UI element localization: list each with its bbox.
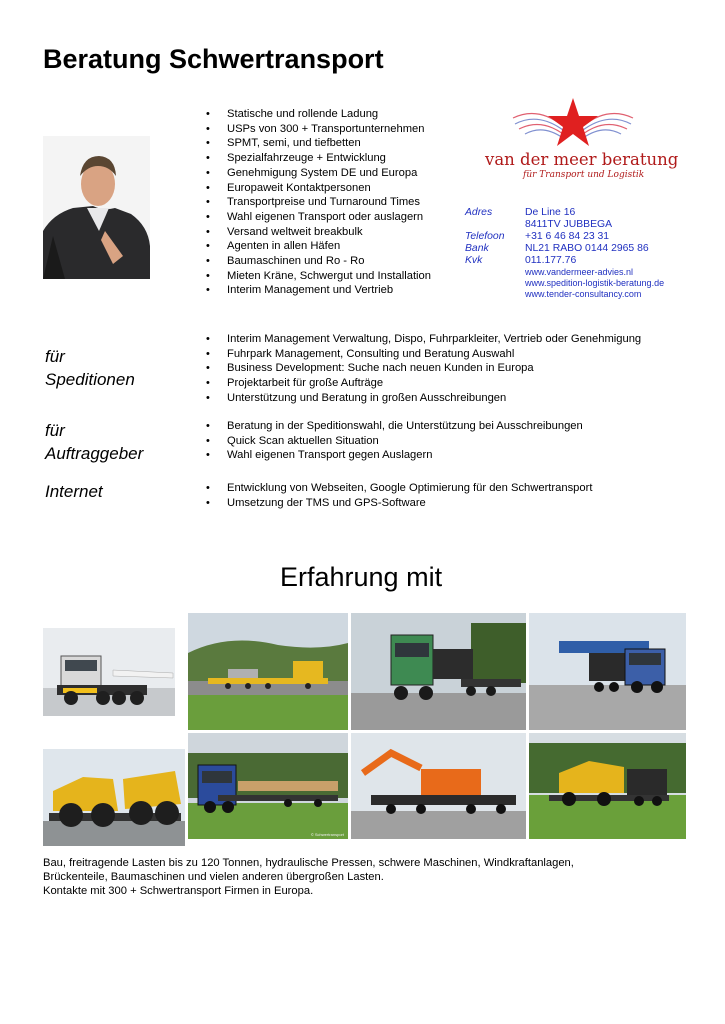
list-item: • Genehmigung System DE und Europa (206, 166, 431, 181)
services-list (206, 107, 431, 298)
list-item: • Versand weltweit breakbulk (206, 225, 431, 240)
photo-caption: © Schwertransport (310, 832, 344, 837)
truck-photo (188, 733, 348, 839)
truck-photo (351, 733, 526, 839)
list-item: • Entwicklung von Webseiten, Google Optimierung für den Schwertransport (206, 481, 592, 496)
truck-photo (43, 628, 175, 716)
internet-list (206, 481, 592, 510)
page-title: Beratung Schwertransport (43, 44, 384, 74)
contact-label: Bank (465, 243, 489, 254)
list-item: • Beratung in der Speditionswahl, die Unterstützung bei Ausschreibungen (206, 419, 583, 434)
list-item: • Baumaschinen und Ro - Ro (206, 254, 431, 269)
contact-address-line2: 8411TV JUBBEGA (525, 219, 613, 230)
list-item: • Transportpreise und Turnaround Times (206, 195, 431, 210)
list-item: • Quick Scan aktuellen Situation (206, 434, 583, 449)
list-item: • Interim Management und Vertrieb (206, 283, 431, 298)
auftraggeber-list (206, 419, 583, 463)
list-item: • Mieten Kräne, Schwergut und Installation (206, 269, 431, 284)
experience-title: Erfahrung mit (280, 562, 443, 592)
truck-photo (43, 749, 185, 846)
section-label-speditionen: für Speditionen (45, 347, 135, 389)
contact-kvk: 011.177.76 (525, 255, 577, 266)
star-wings-logo-icon (483, 96, 663, 151)
list-item: • Fuhrpark Management, Consulting und Beratung Auswahl (206, 347, 641, 362)
website-link[interactable]: www.tender-consultancy.com (525, 289, 642, 299)
truck-photo (529, 733, 686, 839)
experience-text: Bau, freitragende Lasten bis zu 120 Tonnen, hydraulische Pressen, schwere Maschinen, Windkraftanlagen, Brückenteile, Baumaschinen und vielen anderen übergroßen Lasten. Kontakte mit 300 + Schwertransport Firmen in Europa. (43, 857, 574, 898)
logo-name: van der meer beratung (485, 150, 679, 169)
truck-photo (529, 613, 686, 730)
website-link[interactable]: www.vandermeer-advies.nl (525, 267, 634, 277)
contact-block (465, 207, 705, 307)
contact-label: Kvk (465, 255, 483, 266)
list-item: • Projektarbeit für große Aufträge (206, 376, 641, 391)
list-item: • Business Development: Suche nach neuen Kunden in Europa (206, 361, 641, 376)
truck-photo (351, 613, 526, 730)
list-item: • Statische und rollende Ladung (206, 107, 431, 122)
list-item: • Wahl eigenen Transport oder auslagern (206, 210, 431, 225)
list-item: • SPMT, semi, und tiefbetten (206, 136, 431, 151)
list-item: • Agenten in allen Häfen (206, 239, 431, 254)
contact-label: Adres (465, 207, 493, 218)
contact-label: Telefoon (465, 231, 505, 242)
section-label-internet: Internet (45, 482, 103, 501)
logo-tagline: für Transport und Logistik (523, 170, 645, 180)
list-item: • Unterstützung und Beratung in großen Ausschreibungen (206, 391, 641, 406)
list-item: • Umsetzung der TMS und GPS-Software (206, 496, 592, 511)
truck-photo (188, 613, 348, 730)
contact-bank: NL21 RABO 0144 2965 86 (525, 243, 649, 254)
section-label-auftraggeber: für Auftraggeber (45, 421, 144, 463)
list-item: • Wahl eigenen Transport gegen Auslagern (206, 448, 583, 463)
list-item: • Europaweit Kontaktpersonen (206, 181, 431, 196)
list-item: • USPs von 300 + Transportunternehmen (206, 122, 431, 137)
speditionen-list (206, 332, 641, 406)
website-link[interactable]: www.spedition-logistik-beratung.de (525, 278, 665, 288)
contact-address-line1: De Line 16 (525, 207, 576, 218)
list-item: • Interim Management Verwaltung, Dispo, Fuhrparkleiter, Vertrieb oder Genehmigung (206, 332, 641, 347)
list-item: • Spezialfahrzeuge + Entwicklung (206, 151, 431, 166)
portrait-photo (43, 136, 150, 279)
contact-phone: +31 6 46 84 23 31 (525, 231, 610, 242)
company-logo (483, 96, 679, 186)
